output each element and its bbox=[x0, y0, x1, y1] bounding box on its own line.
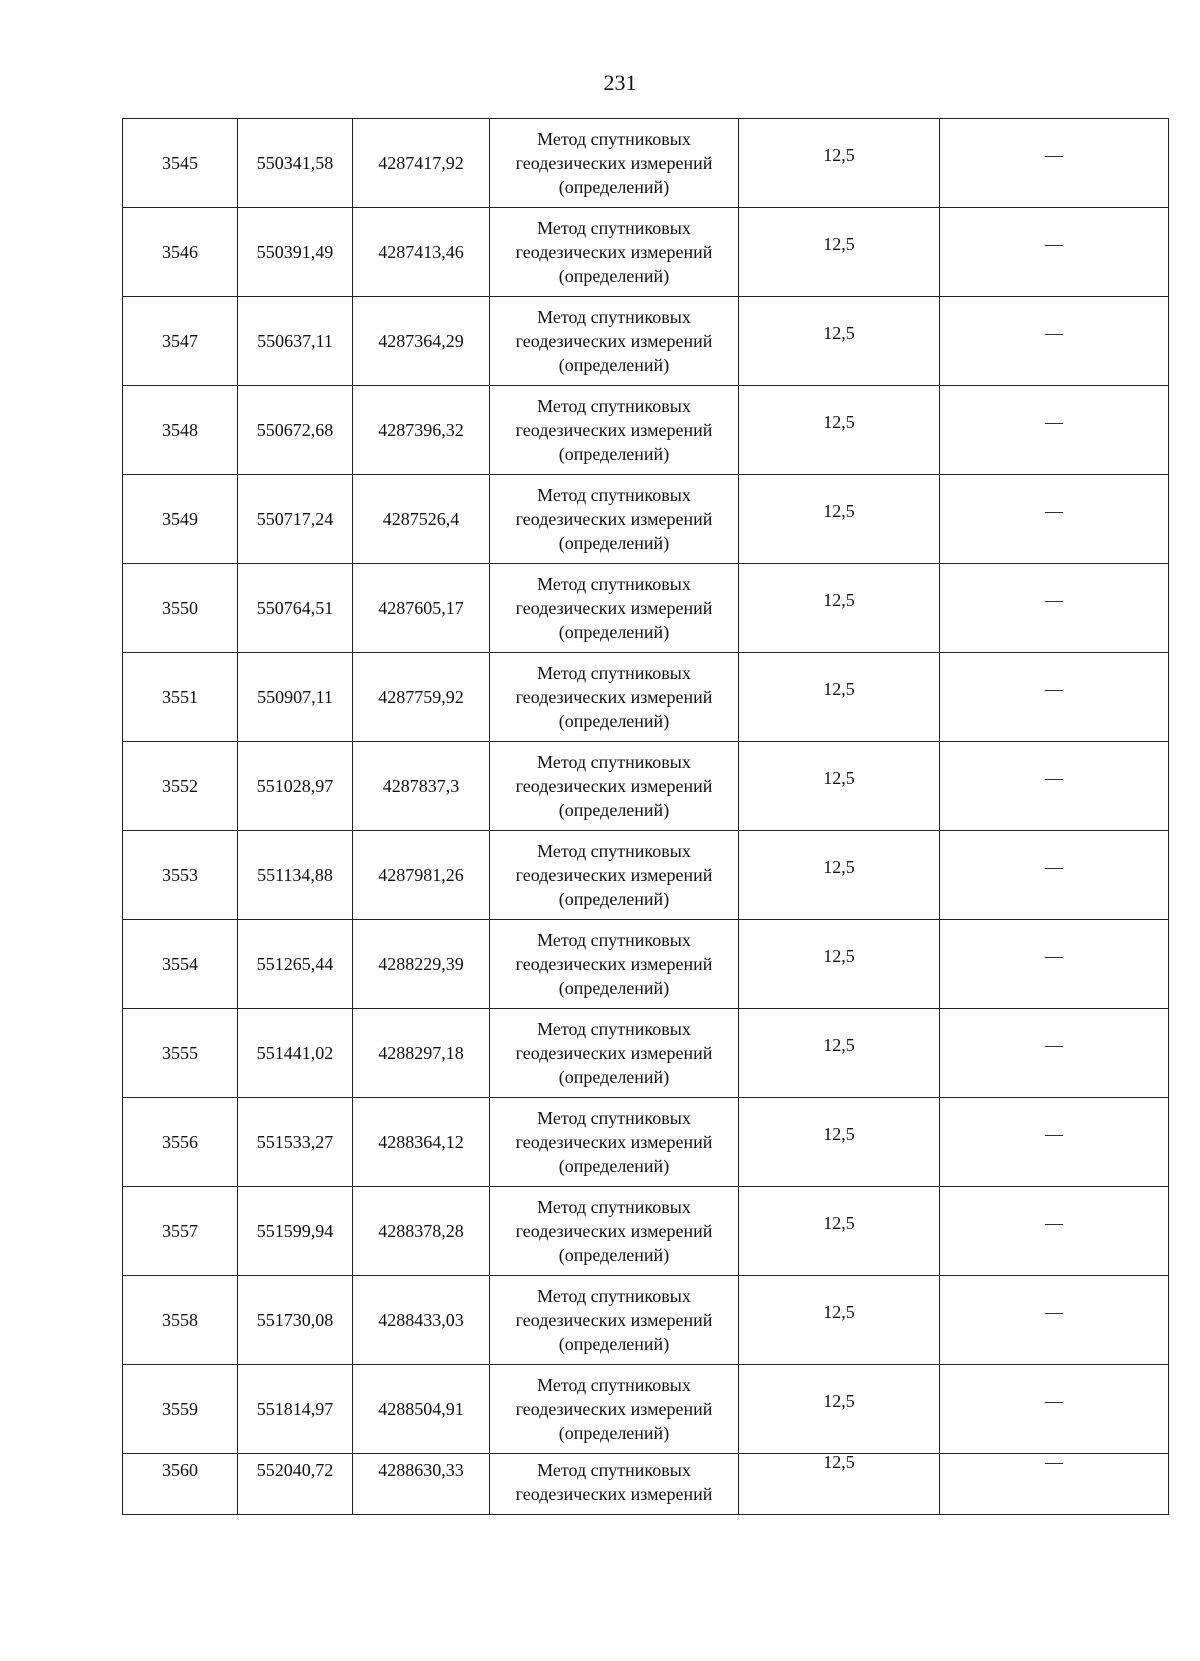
point-number-cell: 3547 bbox=[123, 297, 238, 386]
y-coordinate-cell: 4288504,91 bbox=[353, 1365, 490, 1454]
table-row bbox=[123, 386, 1169, 475]
method-line: геодезических измерений bbox=[515, 1399, 713, 1419]
point-number-cell: 3550 bbox=[123, 564, 238, 653]
description-cell bbox=[940, 1098, 1169, 1187]
method-cell bbox=[490, 1365, 739, 1454]
method-line: геодезических измерений bbox=[515, 331, 713, 351]
description-cell bbox=[940, 653, 1169, 742]
description-cell bbox=[940, 475, 1169, 564]
point-number-cell: 3556 bbox=[123, 1098, 238, 1187]
x-coordinate-cell: 551441,02 bbox=[238, 1009, 353, 1098]
description-cell bbox=[940, 208, 1169, 297]
point-number-cell: 3545 bbox=[123, 119, 238, 208]
point-number-cell: 3559 bbox=[123, 1365, 238, 1454]
method-cell bbox=[490, 1454, 739, 1515]
method-line: Метод спутниковых bbox=[537, 1019, 691, 1039]
description-value: — bbox=[1045, 768, 1063, 788]
y-coordinate-cell: 4287605,17 bbox=[353, 564, 490, 653]
y-coordinate-cell: 4287396,32 bbox=[353, 386, 490, 475]
x-coordinate-cell: 551134,88 bbox=[238, 831, 353, 920]
point-number-cell: 3549 bbox=[123, 475, 238, 564]
description-value: — bbox=[1045, 145, 1063, 165]
table-row bbox=[123, 742, 1169, 831]
method-line: геодезических измерений bbox=[515, 509, 713, 529]
y-coordinate-cell: 4287413,46 bbox=[353, 208, 490, 297]
method-line: Метод спутниковых bbox=[537, 752, 691, 772]
y-coordinate-cell: 4288433,03 bbox=[353, 1276, 490, 1365]
x-coordinate-cell: 550764,51 bbox=[238, 564, 353, 653]
y-coordinate-cell: 4288364,12 bbox=[353, 1098, 490, 1187]
method-line: Метод спутниковых bbox=[537, 841, 691, 861]
method-line: Метод спутниковых bbox=[537, 396, 691, 416]
y-coordinate-cell: 4287417,92 bbox=[353, 119, 490, 208]
accuracy-cell bbox=[739, 1454, 940, 1515]
description-value: — bbox=[1045, 323, 1063, 343]
description-cell bbox=[940, 1009, 1169, 1098]
method-line: (определений) bbox=[558, 177, 670, 197]
y-coordinate-cell: 4287837,3 bbox=[353, 742, 490, 831]
method-line: (определений) bbox=[558, 1156, 670, 1176]
accuracy-cell bbox=[739, 119, 940, 208]
method-cell bbox=[490, 1098, 739, 1187]
method-line: геодезических измерений bbox=[515, 687, 713, 707]
table-row bbox=[123, 1365, 1169, 1454]
description-cell bbox=[940, 831, 1169, 920]
method-cell bbox=[490, 119, 739, 208]
method-line: Метод спутниковых bbox=[537, 930, 691, 950]
method-line: Метод спутниковых bbox=[537, 307, 691, 327]
accuracy-cell bbox=[739, 1009, 940, 1098]
accuracy-value: 12,5 bbox=[823, 1391, 855, 1411]
description-value: — bbox=[1045, 857, 1063, 877]
method-line: (определений) bbox=[558, 711, 670, 731]
method-line: Метод спутниковых bbox=[537, 1108, 691, 1128]
method-line: Метод спутниковых bbox=[537, 1460, 691, 1480]
x-coordinate-cell: 551533,27 bbox=[238, 1098, 353, 1187]
method-line: (определений) bbox=[558, 444, 670, 464]
accuracy-cell bbox=[739, 386, 940, 475]
accuracy-cell bbox=[739, 742, 940, 831]
method-cell bbox=[490, 297, 739, 386]
table-row bbox=[123, 1187, 1169, 1276]
accuracy-value: 12,5 bbox=[823, 857, 855, 877]
accuracy-cell bbox=[739, 564, 940, 653]
method-line: (определений) bbox=[558, 266, 670, 286]
point-number-cell: 3553 bbox=[123, 831, 238, 920]
accuracy-cell bbox=[739, 297, 940, 386]
description-value: — bbox=[1045, 590, 1063, 610]
method-cell bbox=[490, 386, 739, 475]
table-row bbox=[123, 297, 1169, 386]
x-coordinate-cell: 551028,97 bbox=[238, 742, 353, 831]
method-line: геодезических измерений bbox=[515, 153, 713, 173]
y-coordinate-cell: 4287759,92 bbox=[353, 653, 490, 742]
accuracy-cell bbox=[739, 831, 940, 920]
x-coordinate-cell: 550341,58 bbox=[238, 119, 353, 208]
accuracy-value: 12,5 bbox=[823, 145, 855, 165]
method-cell bbox=[490, 208, 739, 297]
point-number-cell: 3546 bbox=[123, 208, 238, 297]
method-line: геодезических измерений bbox=[515, 242, 713, 262]
point-number-cell: 3551 bbox=[123, 653, 238, 742]
x-coordinate-cell: 550672,68 bbox=[238, 386, 353, 475]
method-line: Метод спутниковых bbox=[537, 1375, 691, 1395]
y-coordinate-cell: 4287981,26 bbox=[353, 831, 490, 920]
accuracy-value: 12,5 bbox=[823, 1213, 855, 1233]
accuracy-value: 12,5 bbox=[823, 679, 855, 699]
x-coordinate-cell: 551814,97 bbox=[238, 1365, 353, 1454]
description-value: — bbox=[1045, 1035, 1063, 1055]
table-row bbox=[123, 1454, 1169, 1515]
method-line: (определений) bbox=[558, 800, 670, 820]
description-value: — bbox=[1045, 501, 1063, 521]
x-coordinate-cell: 551730,08 bbox=[238, 1276, 353, 1365]
method-line: (определений) bbox=[558, 1423, 670, 1443]
method-cell bbox=[490, 1009, 739, 1098]
accuracy-value: 12,5 bbox=[823, 1302, 855, 1322]
accuracy-cell bbox=[739, 208, 940, 297]
method-line: (определений) bbox=[558, 533, 670, 553]
description-value: — bbox=[1045, 679, 1063, 699]
accuracy-value: 12,5 bbox=[823, 1452, 855, 1472]
table-row bbox=[123, 1276, 1169, 1365]
description-value: — bbox=[1045, 1452, 1063, 1472]
method-line: (определений) bbox=[558, 978, 670, 998]
method-line: (определений) bbox=[558, 1067, 670, 1087]
method-line: геодезических измерений bbox=[515, 776, 713, 796]
x-coordinate-cell: 551265,44 bbox=[238, 920, 353, 1009]
accuracy-cell bbox=[739, 1365, 940, 1454]
table-row bbox=[123, 1009, 1169, 1098]
method-line: геодезических измерений bbox=[515, 420, 713, 440]
description-cell bbox=[940, 386, 1169, 475]
point-number-cell: 3560 bbox=[123, 1454, 238, 1515]
accuracy-value: 12,5 bbox=[823, 234, 855, 254]
accuracy-cell bbox=[739, 1276, 940, 1365]
method-line: геодезических измерений bbox=[515, 1132, 713, 1152]
point-number-cell: 3548 bbox=[123, 386, 238, 475]
page-number: 231 bbox=[603, 70, 637, 95]
description-cell bbox=[940, 1187, 1169, 1276]
method-line: (определений) bbox=[558, 355, 670, 375]
x-coordinate-cell: 551599,94 bbox=[238, 1187, 353, 1276]
description-value: — bbox=[1045, 1213, 1063, 1233]
description-cell bbox=[940, 119, 1169, 208]
description-cell bbox=[940, 297, 1169, 386]
accuracy-cell bbox=[739, 1098, 940, 1187]
method-cell bbox=[490, 1187, 739, 1276]
table-row bbox=[123, 920, 1169, 1009]
description-cell bbox=[940, 920, 1169, 1009]
table-row bbox=[123, 564, 1169, 653]
table-row bbox=[123, 119, 1169, 208]
y-coordinate-cell: 4288229,39 bbox=[353, 920, 490, 1009]
method-line: геодезических измерений bbox=[515, 1221, 713, 1241]
table-row bbox=[123, 208, 1169, 297]
y-coordinate-cell: 4288297,18 bbox=[353, 1009, 490, 1098]
method-line: Метод спутниковых bbox=[537, 1197, 691, 1217]
description-value: — bbox=[1045, 234, 1063, 254]
method-cell bbox=[490, 831, 739, 920]
x-coordinate-cell: 550637,11 bbox=[238, 297, 353, 386]
accuracy-value: 12,5 bbox=[823, 501, 855, 521]
accuracy-cell bbox=[739, 653, 940, 742]
method-line: геодезических измерений bbox=[515, 1484, 713, 1504]
y-coordinate-cell: 4287526,4 bbox=[353, 475, 490, 564]
method-line: Метод спутниковых bbox=[537, 129, 691, 149]
point-number-cell: 3552 bbox=[123, 742, 238, 831]
description-value: — bbox=[1045, 1124, 1063, 1144]
method-line: Метод спутниковых bbox=[537, 663, 691, 683]
method-cell bbox=[490, 653, 739, 742]
method-line: геодезических измерений bbox=[515, 598, 713, 618]
method-line: Метод спутниковых bbox=[537, 574, 691, 594]
method-cell bbox=[490, 564, 739, 653]
method-cell bbox=[490, 920, 739, 1009]
method-line: геодезических измерений bbox=[515, 865, 713, 885]
method-cell bbox=[490, 742, 739, 831]
method-line: геодезических измерений bbox=[515, 1310, 713, 1330]
method-line: (определений) bbox=[558, 622, 670, 642]
point-number-cell: 3558 bbox=[123, 1276, 238, 1365]
method-line: (определений) bbox=[558, 1245, 670, 1265]
description-value: — bbox=[1045, 1302, 1063, 1322]
x-coordinate-cell: 552040,72 bbox=[238, 1454, 353, 1515]
description-value: — bbox=[1045, 946, 1063, 966]
accuracy-value: 12,5 bbox=[823, 1124, 855, 1144]
description-cell bbox=[940, 1365, 1169, 1454]
method-line: геодезических измерений bbox=[515, 1043, 713, 1063]
method-line: (определений) bbox=[558, 1334, 670, 1354]
table-row bbox=[123, 831, 1169, 920]
point-number-cell: 3555 bbox=[123, 1009, 238, 1098]
method-line: Метод спутниковых bbox=[537, 485, 691, 505]
point-number-cell: 3557 bbox=[123, 1187, 238, 1276]
y-coordinate-cell: 4288630,33 bbox=[353, 1454, 490, 1515]
description-value: — bbox=[1045, 1391, 1063, 1411]
table-row bbox=[123, 475, 1169, 564]
point-number-cell: 3554 bbox=[123, 920, 238, 1009]
method-line: Метод спутниковых bbox=[537, 218, 691, 238]
description-cell bbox=[940, 1454, 1169, 1515]
y-coordinate-cell: 4288378,28 bbox=[353, 1187, 490, 1276]
table-row bbox=[123, 653, 1169, 742]
method-cell bbox=[490, 1276, 739, 1365]
x-coordinate-cell: 550391,49 bbox=[238, 208, 353, 297]
accuracy-cell bbox=[739, 1187, 940, 1276]
method-line: геодезических измерений bbox=[515, 954, 713, 974]
coordinates-table bbox=[122, 118, 1169, 1515]
description-cell bbox=[940, 1276, 1169, 1365]
accuracy-cell bbox=[739, 920, 940, 1009]
accuracy-value: 12,5 bbox=[823, 946, 855, 966]
x-coordinate-cell: 550907,11 bbox=[238, 653, 353, 742]
y-coordinate-cell: 4287364,29 bbox=[353, 297, 490, 386]
description-cell bbox=[940, 742, 1169, 831]
accuracy-value: 12,5 bbox=[823, 412, 855, 432]
accuracy-value: 12,5 bbox=[823, 1035, 855, 1055]
description-value: — bbox=[1045, 412, 1063, 432]
description-cell bbox=[940, 564, 1169, 653]
method-line: Метод спутниковых bbox=[537, 1286, 691, 1306]
accuracy-value: 12,5 bbox=[823, 768, 855, 788]
method-cell bbox=[490, 475, 739, 564]
accuracy-cell bbox=[739, 475, 940, 564]
method-line: (определений) bbox=[558, 889, 670, 909]
accuracy-value: 12,5 bbox=[823, 323, 855, 343]
accuracy-value: 12,5 bbox=[823, 590, 855, 610]
table-row bbox=[123, 1098, 1169, 1187]
x-coordinate-cell: 550717,24 bbox=[238, 475, 353, 564]
